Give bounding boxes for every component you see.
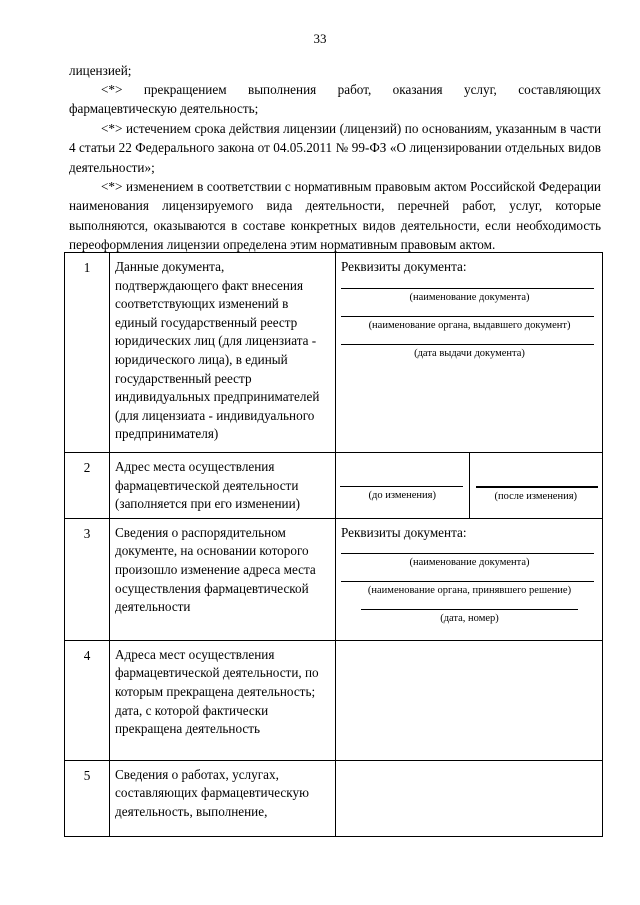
paragraph-expiry: <*> истечением срока действия лицензии (лицензий) по основаниям, указанным в части 4 статьи 22 Федерального закона от 04.05.2011 № 99-ФЗ «О лицензировании отдельных видов деятельности»; — [69, 121, 601, 175]
address-before-field[interactable] — [340, 475, 463, 487]
empty-value-cell[interactable] — [336, 760, 603, 836]
document-name-field[interactable] — [341, 277, 594, 289]
row-number: 1 — [65, 253, 110, 453]
paragraph-termination: <*> прекращением выполнения работ, оказания услуг, составляющих фармацевтическую деятельность; — [69, 82, 601, 117]
row-number: 4 — [65, 640, 110, 760]
page-number: 33 — [313, 31, 327, 46]
row-number: 5 — [65, 760, 110, 836]
field-caption: (дата выдачи документа) — [414, 347, 525, 359]
after-change-cell — [469, 453, 603, 518]
table-row — [65, 518, 603, 640]
field-caption: (наименование документа) — [409, 557, 530, 569]
table-row — [65, 453, 603, 519]
field-caption: (до изменения) — [368, 490, 436, 501]
field-caption: (наименование органа, выдавшего документ) — [368, 319, 571, 331]
issue-date-field[interactable] — [341, 333, 594, 345]
table-row — [65, 760, 603, 836]
field-caption: (наименование органа, принявшего решение) — [367, 585, 572, 597]
details-label: Реквизиты документа: — [341, 259, 467, 274]
document-details-cell — [336, 518, 603, 640]
table-row — [65, 253, 603, 453]
row-description: Данные документа, подтверждающего факт внесения соответствующих изменений в единый государственный реестр юридических лиц (для лицензиата - юридического лица), в единый государственный реестр индивидуальных предпринимателей (для лицензиата - индивидуального предпринимателя) — [110, 253, 336, 453]
issuing-authority-field[interactable] — [341, 305, 594, 317]
row-description: Сведения о работах, услугах, составляющих фармацевтическую деятельность, выполнение, — [110, 760, 336, 836]
address-after-field[interactable] — [476, 475, 599, 488]
details-label: Реквизиты документа: — [341, 524, 467, 540]
paragraph-continuation: лицензией; — [69, 63, 132, 78]
form-table — [64, 252, 603, 837]
document-details-cell — [336, 253, 603, 453]
empty-value-cell[interactable] — [336, 640, 603, 760]
row-number: 2 — [65, 453, 110, 519]
field-caption: (после изменения) — [494, 491, 578, 502]
deciding-authority-field[interactable] — [341, 570, 594, 582]
document-name-field[interactable] — [341, 542, 594, 554]
field-caption: (дата, номер) — [440, 613, 499, 625]
paragraph-regulatory-change: <*> изменением в соответствии с нормативным правовым актом Российской Федерации наименования лицензируемого вида деятельности, перечней работ, услуг, которые выполняются, оказываются в составе конкретных видов деятельности, если необходимость переоформления лицензии определена этим нормативным правовым актом. — [69, 179, 601, 253]
row-description: Адреса мест осуществления фармацевтической деятельности, по которым прекращена деятельность; дата, с которой фактически прекращена деятельность — [110, 640, 336, 760]
date-number-field[interactable] — [361, 598, 578, 610]
before-change-cell — [336, 453, 469, 518]
field-caption: (наименование документа) — [409, 291, 530, 303]
address-change-cell — [336, 453, 603, 519]
row-number: 3 — [65, 518, 110, 640]
row-description: Сведения о распорядительном документе, на основании которого произошло изменение адреса места осуществления фармацевтической деятельности — [110, 518, 336, 640]
row-description: Адрес места осуществления фармацевтической деятельности (заполняется при его изменении) — [110, 453, 336, 519]
table-row — [65, 640, 603, 760]
